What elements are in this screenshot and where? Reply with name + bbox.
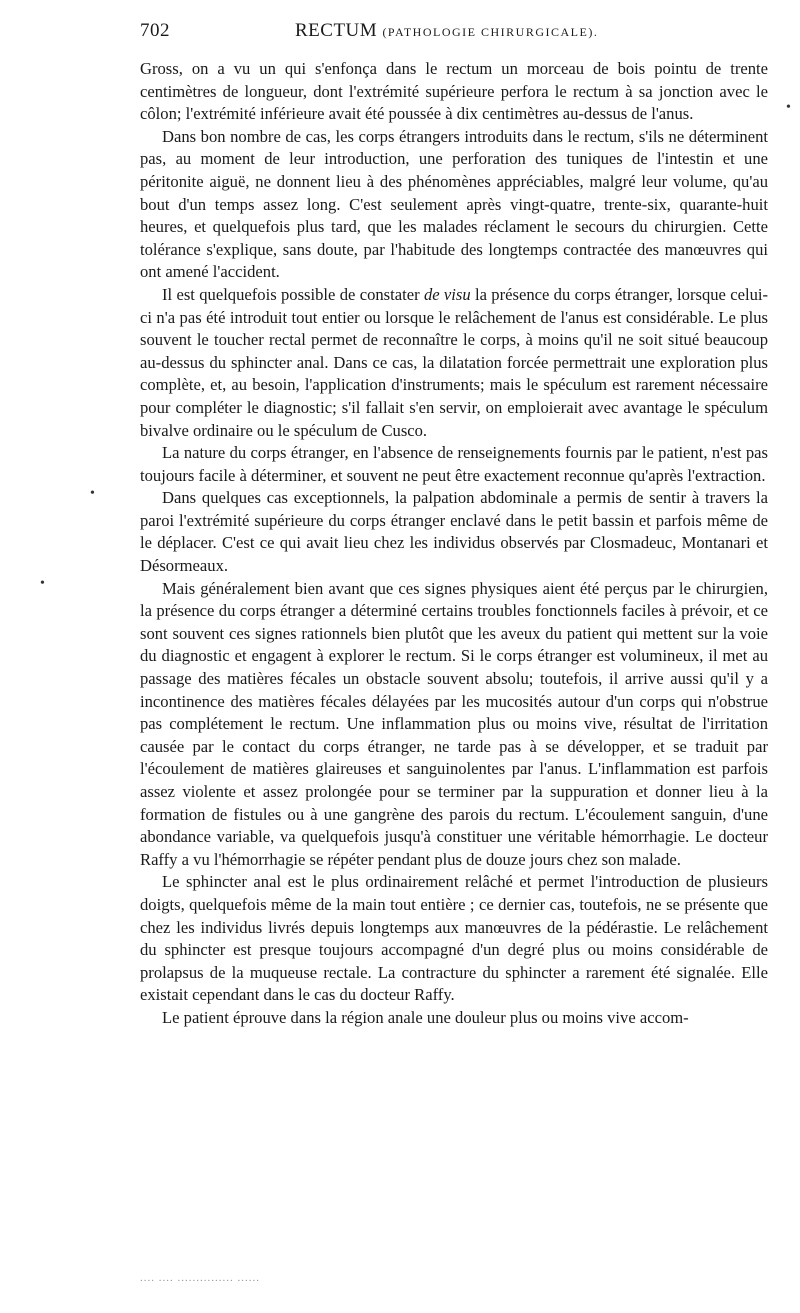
paragraph-3 <box>140 284 768 442</box>
margin-ink-spot: • <box>40 576 45 591</box>
page-number: 702 <box>140 20 170 41</box>
paragraph-3-before: Il est quelquefois possible de constater <box>162 284 424 304</box>
paragraph-1: Gross, on a vu un qui s'enfonça dans le rectum un morceau de bois pointu de trente centimètres de longueur, dont l'extrémité supérieure perfora le rectum à sa jonction avec le côlon; l'extrémité inférieure avait été poussée à dix centimètres au-dessus de l'anus. <box>140 59 768 124</box>
paragraph-5: Dans quelques cas exceptionnels, la palpation abdominale a permis de sentir à travers la paroi l'extrémité supérieure du corps étranger enclavé dans le petit bassin et parfois même de le déplacer. C'est ce qui avait lieu chez les individus observés par Closmadeuc, Montanari et Désormeaux. <box>140 488 768 576</box>
paragraph-7: Le sphincter anal est le plus ordinairement relâché et permet l'introduction de plusieurs doigts, quelquefois même de la main tout entière ; ce dernier cas, toutefois, ne se présente que chez les individus livrés depuis longtemps aux manœuvres de la pédérastie. Le relâchement du sphincter est presque toujours accompagné d'un degré plus ou moins considérable de prolapsus de la muqueuse rectale. La contracture du sphincter a rarement été signalée. Elle existait cependant dans le cas du docteur Raffy. <box>140 872 768 1005</box>
paragraph-4: La nature du corps étranger, en l'absence de renseignements fournis par le patient, n'est pas toujours facile à déterminer, et souvent ne peut être exactement reconnue qu'après l'extraction. <box>140 443 768 485</box>
page-header <box>140 20 780 48</box>
body-text <box>140 58 768 1030</box>
running-title <box>295 20 598 42</box>
paragraph-2: Dans bon nombre de cas, les corps étrangers introduits dans le rectum, s'ils ne déterminent pas, au moment de leur introduction, une perforation des tuniques de l'intestin et une péritonite aiguë, ne donnent lieu à des phénomènes appréciables, malgré leur volume, qu'au bout d'un temps assez long. C'est seulement après vingt-quatre, trente-six, quarante-huit heures, et quelquefois plus tard, que les malades réclament le secours du chirurgien. Cette tolérance s'explique, sans doute, par l'habitude des longtemps contractée des manœuvres qui ont amené l'accident. <box>140 126 768 282</box>
running-title-main: RECTUM <box>295 20 378 41</box>
running-title-subtitle: (PATHOLOGIE CHIRURGICALE). <box>382 25 599 39</box>
paragraph-8: Le patient éprouve dans la région anale une douleur plus ou moins vive accom- <box>162 1007 689 1027</box>
latin-phrase: de visu <box>423 284 471 304</box>
paragraph-3-after: la présence du corps étranger, lorsque celui-ci n'a pas été introduit tout entier ou lorsque le relâchement de l'anus est considérable. Le plus souvent le toucher rectal permet de reconnaître le corps, à moins qu'il ne soit situé beaucoup au-dessus du sphincter anal. Dans ce cas, la dilatation forcée permettrait une exploration plus complète, et, au besoin, l'application d'instruments; mais le spéculum est rarement nécessaire pour compléter le diagnostic; s'il fallait s'en servir, on emploierait avec avantage le spéculum bivalve ordinaire ou le spéculum de Cusco. <box>140 284 769 440</box>
margin-ink-spot: • <box>786 100 791 115</box>
paragraph-6: Mais généralement bien avant que ces signes physiques aient été perçus par le chirurgien, la présence du corps étranger a déterminé certains troubles fonctionnels faciles à prévoir, et ce sont souvent ces signes rationnels bien plutôt que les aveux du patient qui mettent sur la voie du diagnostic et engagent à explorer le rectum. Si le corps étranger est volumineux, il met au passage des matières fécales un obstacle souvent absolu; toutefois, il arrive aussi qu'il y a incontinence des matières fécales délayées par les mucosités autour d'un corps qui n'obstrue pas complétement le rectum. Une inflammation plus ou moins vive, résultat de l'irritation causée par le contact du corps étranger, ne tarde pas à se développer, et se traduit par l'écoulement de matières glaireuses et sanguinolentes par l'anus. L'inflammation est parfois assez violente et assez prolongée pour se terminer par la suppuration et donner lieu à la formation de fistules ou à une gangrène des parois du rectum. L'écoulement sanguin, d'une abondance variable, va quelquefois jusqu'à constituer une véritable hémorrhagie. Le docteur Raffy a vu l'hémorrhagie se répéter pendant plus de douze jours chez son malade. <box>140 578 768 869</box>
margin-ink-spot: • <box>90 486 95 501</box>
footer-dots: .... .... ............... ...... <box>140 1272 260 1284</box>
